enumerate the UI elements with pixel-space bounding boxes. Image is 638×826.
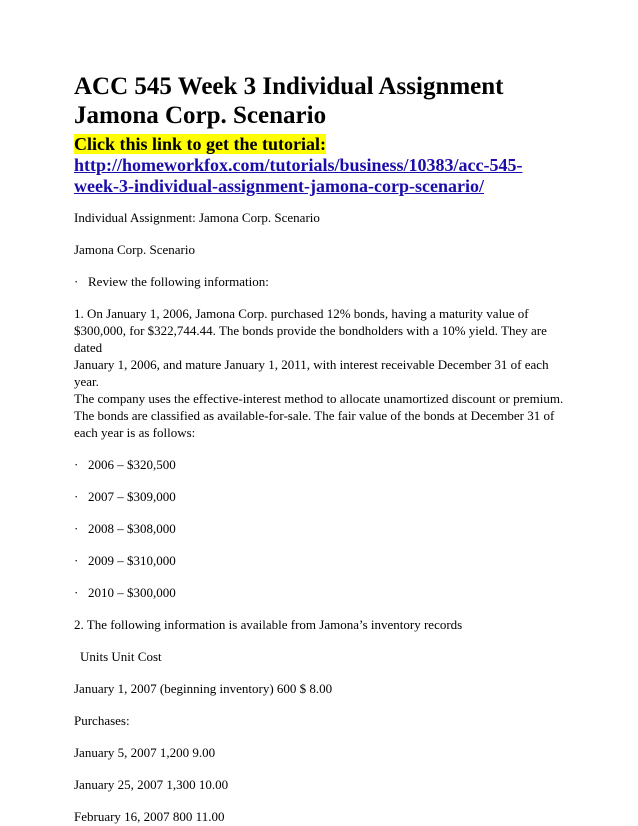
- bullet-symbol: ·: [74, 585, 79, 600]
- bullet-intro-text: Review the following information:: [88, 274, 269, 289]
- tutorial-link-url-line-2[interactable]: week-3-individual-assignment-jamona-corp-scenario/: [74, 176, 484, 196]
- title-line-2: Jamona Corp. Scenario: [74, 102, 327, 129]
- bullet-symbol: ·: [74, 489, 79, 504]
- fair-value-text: 2008 – $308,000: [88, 521, 176, 536]
- tutorial-link-url-line-1[interactable]: http://homeworkfox.com/tutorials/business/10383/acc-545-: [74, 155, 523, 175]
- inventory-table-header-text: Units Unit Cost: [80, 649, 162, 664]
- bullet-symbol: ·: [74, 457, 79, 472]
- fair-value-item: [74, 520, 564, 537]
- fair-value-text: 2010 – $300,000: [88, 585, 176, 600]
- purchases-label: Purchases:: [74, 713, 130, 728]
- bullet-symbol: ·: [74, 521, 79, 536]
- item-1-line: $300,000, for $322,744.44. The bonds provide the bondholders with a 10% yield. They are dated: [74, 323, 547, 355]
- item-1-line: each year is as follows:: [74, 425, 196, 440]
- fair-value-item: [74, 488, 564, 505]
- fair-value-item: [74, 456, 564, 473]
- beginning-inventory-row: January 1, 2007 (beginning inventory) 600 $ 8.00: [74, 681, 333, 696]
- inventory-table-header: [74, 648, 564, 665]
- fair-value-item: [74, 552, 564, 569]
- tutorial-link-block: [74, 134, 564, 197]
- item-1-line: The company uses the effective-interest method to allocate unamortized discount or premium.: [74, 391, 564, 406]
- fair-value-item: [74, 584, 564, 601]
- bullet-symbol: ·: [74, 274, 79, 289]
- item-1-line: January 1, 2006, and mature January 1, 2011, with interest receivable December 31 of each year.: [74, 357, 549, 389]
- fair-value-text: 2006 – $320,500: [88, 457, 176, 472]
- purchase-row: January 25, 2007 1,300 10.00: [74, 777, 229, 792]
- fair-value-text: 2009 – $310,000: [88, 553, 176, 568]
- item-2-paragraph: 2. The following information is available from Jamona’s inventory records: [74, 617, 463, 632]
- title-line-1: ACC 545 Week 3 Individual Assignment: [74, 73, 504, 100]
- bullet-symbol: ·: [74, 553, 79, 568]
- fair-value-text: 2007 – $309,000: [88, 489, 176, 504]
- purchase-row: January 5, 2007 1,200 9.00: [74, 745, 216, 760]
- bullet-intro: [74, 273, 564, 290]
- item-1-line: The bonds are classified as available-for-sale. The fair value of the bonds at December 31 of: [74, 408, 555, 423]
- tutorial-link-intro: Click this link to get the tutorial:: [74, 134, 326, 154]
- document-title: [74, 72, 564, 130]
- item-1-line: 1. On January 1, 2006, Jamona Corp. purchased 12% bonds, having a maturity value of: [74, 306, 529, 321]
- item-1-paragraph: [74, 305, 564, 441]
- purchase-row: February 16, 2007 800 11.00: [74, 809, 225, 824]
- assignment-heading: Individual Assignment: Jamona Corp. Scenario: [74, 210, 320, 225]
- scenario-heading: Jamona Corp. Scenario: [74, 242, 195, 257]
